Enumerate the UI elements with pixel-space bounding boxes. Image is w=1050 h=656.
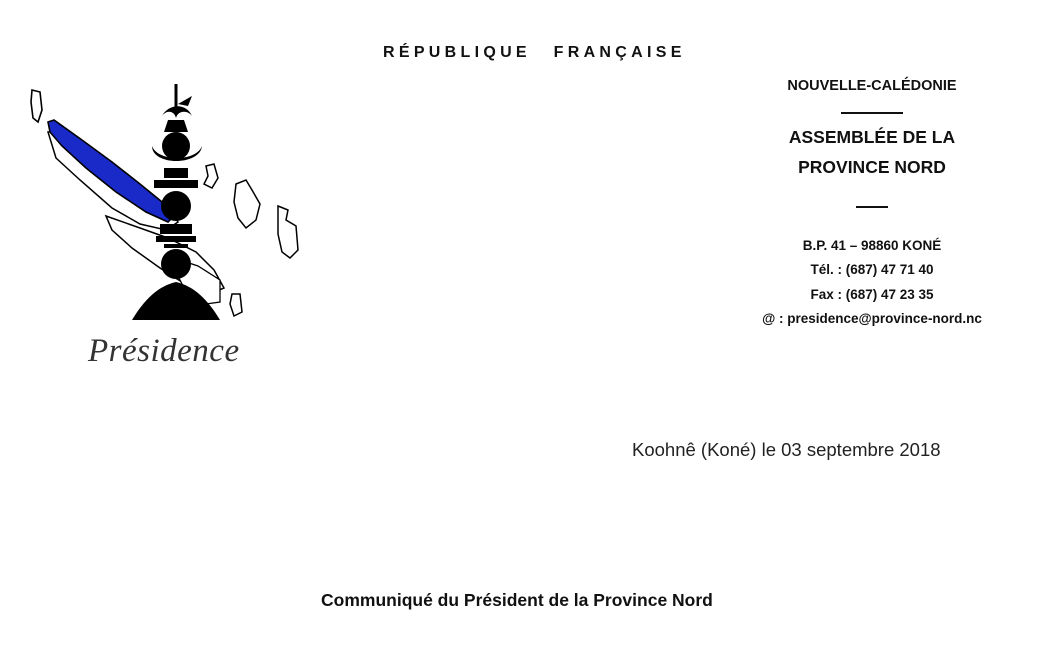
divider: [856, 206, 888, 208]
telephone: Tél. : (687) 47 71 40: [810, 262, 934, 277]
assembly-title-line1: ASSEMBLÉE DE LA: [788, 127, 956, 147]
communique-title: Communiqué du Président de la Province Nord: [321, 590, 713, 610]
province-letterhead: [742, 76, 1002, 332]
postal-address: B.P. 41 – 98860 KONÉ: [802, 237, 942, 253]
divider: [841, 112, 903, 114]
territory-name: NOUVELLE-CALÉDONIE: [787, 78, 957, 94]
fax: Fax : (687) 47 23 35: [810, 286, 934, 302]
republique-francaise-heading: RÉPUBLIQUE FRANÇAISE: [383, 44, 686, 61]
place-and-date: Koohnê (Koné) le 03 septembre 2018: [632, 439, 941, 460]
email: @ : presidence@province-nord.nc: [762, 311, 982, 326]
assembly-title-line2: PROVINCE NORD: [798, 157, 946, 177]
presidence-script-label: Présidence: [88, 333, 240, 369]
